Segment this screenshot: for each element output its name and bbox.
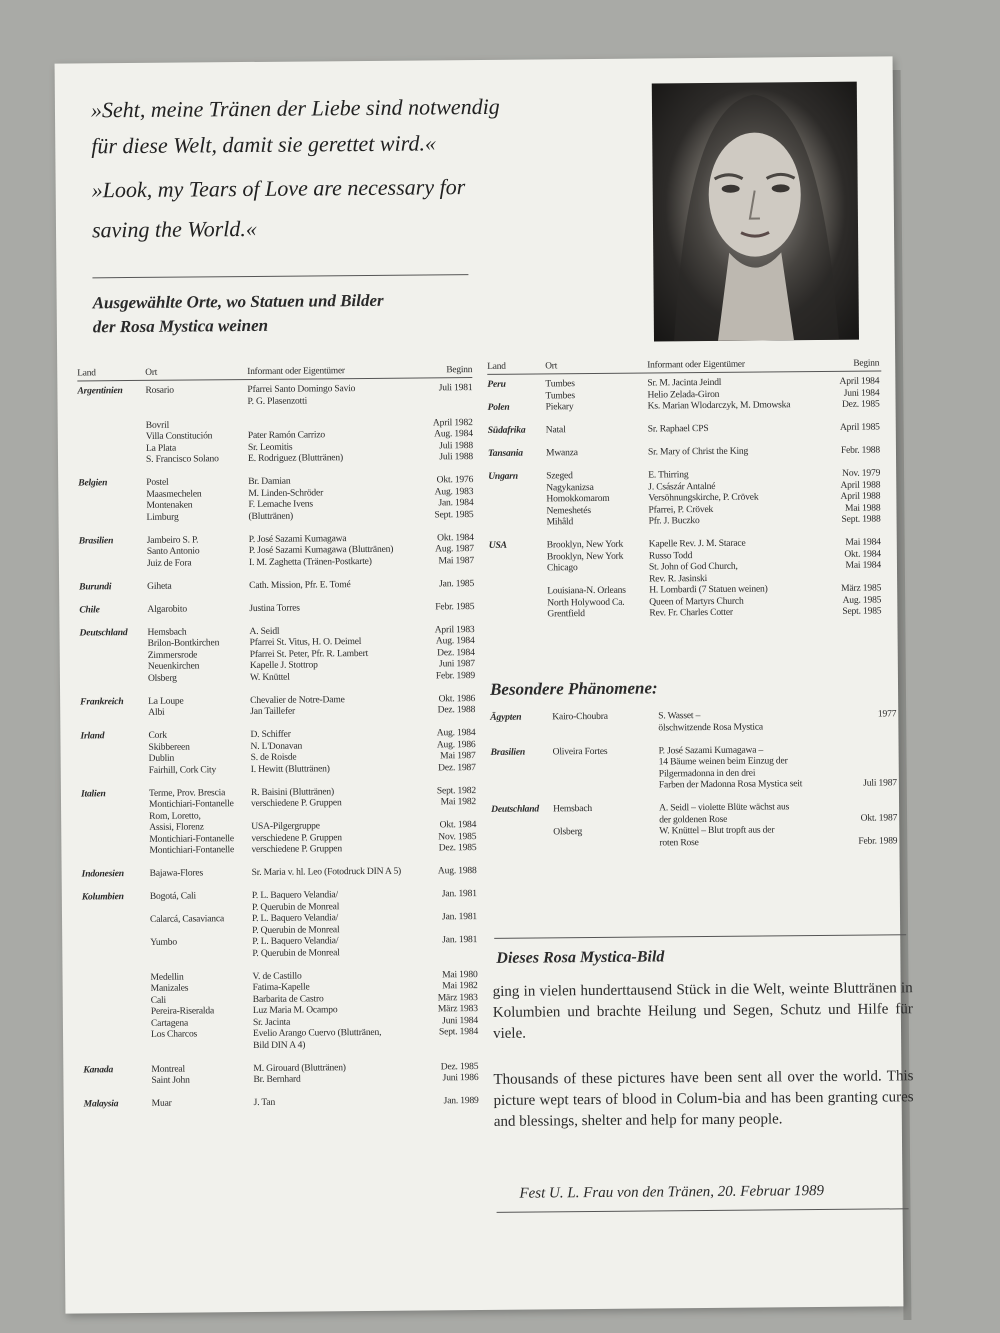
column-header-informant: Informant oder Eigentümer [647,359,745,371]
cell-year: Sept. 1988 [841,513,881,525]
cell-place: Assisi, Florenz [149,821,204,833]
cell-informant: V. de Castillo [252,970,302,982]
cell-year: Juli 1988 [439,451,474,463]
cell-year: Mai 1982 [442,980,478,992]
cell-place: Bogotá, Cali [149,890,196,902]
cell-informant: M. Girouard (Bluttränen) [253,1061,346,1074]
table-row [489,605,883,620]
cell-country: Südafrika [487,424,526,436]
cell-year: Jan. 1981 [442,934,478,946]
cell-informant: P. José Sazami Kumagawa – [658,744,764,756]
cell-informant: Evelio Arango Cuervo (Bluttränen, [252,1026,382,1039]
cell-informant: Fatima-Kapelle [252,981,310,993]
cell-informant: Sr. Mary of Christ the King [647,445,749,458]
cell-country: Deutschland [79,626,128,638]
cell-year: Mai 1988 [844,501,881,514]
cell-informant: E. Thirring [648,469,689,481]
cell-informant: W. Knüttel – Blut tropft aus der [659,824,775,837]
cell-informant: Jan Taillefer [250,705,296,717]
cell-informant: Helio Zelada-Giron [647,388,720,401]
cell-informant: P. L. Baquero Velandia/ [252,935,339,947]
cell-year: März 1985 [841,582,882,594]
leaflet [55,56,914,1313]
cell-year: Dez. 1985 [841,398,880,410]
cell-place: Santo Antonio [146,545,200,557]
cell-place: Oliveira Fortes [552,745,608,757]
cell-place: Rom, Loretto, [149,809,201,822]
fest-line: Fest U. L. Frau von den Tränen, 20. Februar 1989 [519,1183,825,1202]
cell-year: Mai 1982 [440,796,477,808]
cell-year: Dez. 1987 [438,761,476,773]
cell-year: Okt. 1984 [844,547,881,560]
quote-german-line-1: »Seht, meine Tränen der Liebe sind notwendig [90,93,500,123]
cell-informant: Sr. Raphael CPS [647,422,709,435]
column-header-informant: Informant oder Eigentümer [247,366,345,378]
cell-place: Natal [545,424,566,436]
cell-year: Dez. 1988 [437,704,476,716]
cell-informant: Pfarrei Santo Domingo Savio [247,383,356,396]
cell-informant: P. L. Baquero Velandia/ [251,912,339,924]
section-title-line-1: Ausgewählte Orte, wo Statuen und Bilder [92,290,384,313]
cell-place: North Holywood Ca. [547,596,625,608]
right-locations-table [487,358,883,620]
column-header-beginn: Beginn [853,358,880,369]
cell-informant: Versöhnungskirche, P. Crövek [648,491,759,504]
cell-informant: Kapelle Rev. J. M. Starace [648,537,746,550]
column-header-ort: Ort [545,361,558,372]
cell-informant: Justina Torres [249,602,300,614]
cell-informant: P. G. Plasenzotti [247,394,308,407]
cell-year: Aug. 1983 [434,485,474,497]
cell-informant: I. Hewitt (Bluttränen) [250,762,330,775]
cell-year: Mai 1987 [440,750,476,762]
cell-informant: Br. Bernhard [253,1073,301,1085]
cell-place: Calarcá, Casavianca [149,913,225,925]
cell-informant: W. Knüttel [249,671,290,683]
cell-year: Sept. 1984 [438,1026,479,1038]
cell-place: Hemsbach [553,803,593,815]
cell-informant: Cath. Mission, Pfr. E. Tomé [249,578,351,591]
cell-year: Okt. 1984 [437,531,474,543]
cell-informant: Pfr. J. Buczko [648,515,700,527]
cell-country: Deutschland [491,803,540,815]
cell-informant: P. Querubin de Monreal [252,923,340,936]
divider-bottom [497,1208,909,1213]
cell-informant: Pater Ramón Carrizo [247,429,326,442]
cell-year: Juli 1987 [863,777,897,789]
cell-place: Montichiari-Fontanelle [149,844,235,856]
cell-year: Aug. 1988 [437,865,477,877]
cell-year: Nov. 1985 [438,830,477,842]
table-header [487,358,881,374]
cell-informant: P. José Sazami Kumagawa [248,532,347,545]
bild-title: Dieses Rosa Mystica-Bild [496,948,665,967]
cell-place: Rosario [145,384,174,396]
cell-year: Dez. 1985 [440,1060,479,1072]
cell-year: Aug. 1984 [435,635,475,647]
cell-place: Saint John [151,1074,190,1086]
cell-country: Indonesien [81,868,124,880]
cell-place: Montreal [151,1063,185,1075]
cell-place: Olsberg [553,826,583,838]
cell-place: Nemeshetés [546,504,591,516]
cell-year: Juni 1986 [442,1072,479,1084]
cell-place: Limburg [146,511,179,523]
quote-german-line-2: für diese Welt, damit sie gerettet wird.« [91,130,437,159]
cell-place: Maasmechelen [146,487,202,500]
cell-year: Mai 1984 [845,559,882,571]
cell-place: Kairo-Choubra [552,710,608,723]
cell-place: Manizales [150,982,189,994]
cell-place: Montichiari-Fontanelle [149,832,234,845]
cell-year: Okt. 1986 [438,692,476,704]
section-title [93,288,473,339]
cell-place: Tumbes [545,378,575,390]
section-title-line-2: der Rosa Mystica weinen [92,315,269,337]
cell-year: Aug. 1985 [842,593,882,606]
cell-informant: der goldenen Rose [659,813,728,825]
cell-place: Villa Constitución [145,430,213,442]
cell-year: Febr. 1988 [840,444,881,456]
cell-year: Mai 1980 [442,968,478,980]
cell-country: Ägypten [490,711,522,723]
cell-informant: M. Linden-Schröder [248,486,324,499]
cell-informant: Br. Damian [248,475,291,488]
bild-text-german: ging in vielen hunderttausend Stück in die Welt, weinte Bluttränen in Kolumbien und brachte Heilung und Segen, Schutz und Hilfe für viele. [492,980,913,1042]
madonna-portrait-photo [652,82,859,342]
cell-place: Piekary [545,401,574,413]
cell-place: La Plata [145,442,177,454]
cell-place: Yumbo [150,936,177,948]
cell-place: Chicago [546,562,578,574]
cell-country: Polen [487,401,510,413]
bild-text-english: Thousands of these pictures have been sent all over the world. This picture wept tears of blood in Colum-bia and has been granting cures and blessings, shelter and help for many people. [493,1068,914,1130]
cell-country: Malaysia [83,1098,119,1110]
cell-informant: S. de Roisde [250,751,297,763]
cell-informant: Kapelle J. Stottrop [249,659,318,671]
cell-place: Algarobito [147,603,187,615]
cell-informant: verschiedene P. Gruppen [250,797,342,809]
cell-year: März 1983 [437,1003,478,1015]
cell-place: Montenaken [146,499,193,511]
cell-informant: E. Rodriguez (Bluttränen) [247,452,343,465]
cell-informant: USA-Pilgergruppe [251,820,320,832]
cell-place: Cartagena [150,1017,189,1029]
cell-informant: H. Lombardi (7 Statuen weinen) [649,583,768,596]
cell-year: Febr. 1989 [435,669,475,681]
quote-english-line-2: saving the World.« [91,215,257,243]
cell-place: Medellin [150,971,184,983]
cell-country: Argentinien [77,385,123,397]
cell-country: Ungarn [488,470,518,482]
cell-country: Frankreich [80,695,124,707]
phenomena-title: Besondere Phänomene: [489,678,658,699]
cell-informant: Pfarrei, P. Crövek [648,503,714,516]
cell-year: Febr. 1989 [858,834,898,847]
cell-place: Homokkomarom [546,492,610,505]
cell-country: Tansania [487,447,523,459]
cell-place: Brilon-Bontkirchen [147,637,220,649]
cell-informant: verschiedene P. Gruppen [251,831,342,844]
cell-informant: Sr. M. Jacinta Jeindl [647,376,722,389]
cell-year: Juli 1981 [438,382,473,394]
cell-year: Dez. 1985 [438,842,477,854]
cell-informant: A. Seidl – violette Blüte wächst aus [659,801,790,814]
cell-country: Kanada [83,1063,114,1075]
cell-country: Kolumbien [81,891,124,903]
cell-place: Bajawa-Flores [149,867,204,879]
cell-place: Juiz de Fora [146,557,192,569]
cell-place: Tumbes [545,389,575,401]
cell-informant: Sr. Jacinta [252,1016,291,1028]
cell-informant: Ks. Marian Wlodarczyk, M. Dmowska [647,399,791,412]
cell-informant: Russo Todd [648,549,693,562]
cell-place: Terme, Prov. Brescia [148,786,226,799]
cell-year: Juni 1984 [442,1014,478,1026]
cell-year: Okt. 1984 [439,819,477,831]
cell-year: 1977 [877,708,897,720]
cell-informant: D. Schiffer [250,728,291,740]
cell-year: Aug. 1984 [436,727,476,739]
cell-place: Nagykanizsa [546,481,594,493]
cell-year: Jan. 1981 [441,911,478,923]
column-header-land: Land [77,368,96,379]
cell-year: Okt. 1987 [860,811,898,824]
cell-country: USA [488,539,507,551]
cell-informant: Barbarita de Castro [252,992,324,1005]
cell-informant: 14 Bäume weinen beim Einzug der [658,755,788,768]
cell-place: Montichiari-Fontanelle [148,798,234,810]
cell-informant: Rev. R. Jasinski [649,572,708,585]
cell-year: Sept. 1982 [436,784,476,796]
phenomena-table [490,708,905,850]
cell-country: Brasilien [78,534,114,546]
cell-place: Brooklyn, New York [546,550,624,562]
cell-informant: N. L'Donavan [250,740,303,752]
cell-country: Brasilien [490,746,526,758]
cell-year: Aug. 1986 [436,738,476,750]
cell-informant: R. Baisini (Bluttränen) [250,785,335,798]
cell-year: Aug. 1984 [434,428,473,440]
cell-country: Peru [487,378,506,390]
madonna-portrait-icon [652,82,859,342]
cell-year: April 1988 [840,490,881,502]
cell-place: Hemsbach [147,626,187,638]
cell-informant: ölschwitzende Rosa Mystica [658,721,763,733]
cell-year: Juni 1984 [843,386,880,399]
cell-year: Mai 1987 [438,554,474,566]
cell-country: Burundi [79,580,112,592]
cell-informant: (Bluttränen) [248,510,294,522]
cell-place: Skibbereen [148,741,190,753]
quote-english-line-1: »Look, my Tears of Love are necessary for [91,174,466,203]
cell-informant: Sr. Leomitis [247,441,293,453]
cell-place: Szeged [546,470,573,482]
cell-informant: Pfarrei St. Vitus, H. O. Deimel [249,636,362,648]
cell-informant: verschiedene P. Gruppen [251,843,342,855]
table-row [491,835,905,850]
cell-informant: P. José Sazami Kumagawa (Bluttränen) [248,543,394,557]
cell-informant: J. Tan [253,1096,276,1108]
cell-informant: Farben der Madonna Rosa Mystica seit [658,778,803,791]
cell-place: Jambeiro S. P. [146,533,199,546]
cell-place: Bovril [145,419,170,431]
cell-place: S. Francisco Solano [145,453,219,465]
cell-place: La Loupe [148,695,184,707]
cell-year: Okt. 1976 [436,474,474,486]
cell-place: Olsberg [147,672,177,684]
cell-year: April 1988 [840,478,881,491]
cell-place: Dublin [148,752,175,764]
cell-informant: St. John of God Church, [648,560,738,573]
cell-year: Sept. 1985 [842,605,882,617]
divider-bild [494,934,906,939]
cell-informant: Sr. Maria v. hl. Leo (Fotodruck DIN A 5) [251,865,402,878]
cell-informant: Rev. Fr. Charles Cotter [649,606,733,619]
cell-year: Aug. 1987 [435,543,474,555]
cell-place: Giheta [147,580,172,592]
cell-informant: P. Querubin de Monreal [251,900,340,913]
cell-year: März 1983 [437,991,478,1003]
column-header-land: Land [487,361,506,372]
cell-informant: I. M. Zaghetta (Tränen-Postkarte) [248,555,372,568]
cell-year: April 1982 [432,416,473,428]
cell-country: Belgien [78,477,108,489]
cell-place: Postel [146,476,169,488]
cell-place: Muar [151,1097,172,1109]
cell-informant: roten Rose [659,836,699,848]
column-header-ort: Ort [145,367,158,378]
cell-place: Neuenkirchen [147,660,200,672]
cell-informant: Queen of Martyrs Church [649,595,744,608]
cell-country: Italien [80,787,106,799]
cell-year: Juli 1988 [439,439,473,451]
cell-informant: Chevalier de Notre-Dame [250,693,345,706]
cell-place: Cali [150,994,166,1006]
cell-place: Louisiana-N. Orleans [547,584,626,597]
cell-year: April 1983 [434,623,475,635]
cell-place: Fairhill, Cork City [148,763,217,776]
cell-place: Grentfield [547,608,585,620]
cell-year: Febr. 1985 [435,600,475,612]
cell-informant: S. Wasset – [658,710,701,722]
cell-country: Chile [79,603,100,615]
cell-place: Brooklyn, New York [546,538,624,551]
cell-informant: F. Lemache Ivens [248,498,313,511]
divider-top [92,274,468,278]
cell-place: Los Charcos [150,1028,198,1040]
cell-year: Jan. 1984 [438,497,474,509]
cell-year: Sept. 1985 [434,508,474,520]
cell-place: Albi [148,706,165,718]
cell-place: Zimmersrode [147,648,198,661]
cell-informant: P. L. Baquero Velandia/ [251,889,338,901]
cell-informant: Pfarrei St. Peter, Pfr. R. Lambert [249,647,369,660]
cell-year: April 1985 [839,421,880,433]
cell-informant: Pilgermadonna in den drei [658,767,756,779]
cell-informant: P. Querubin de Monreal [252,946,340,959]
cell-year: Jan. 1981 [441,888,477,900]
cell-year: Mai 1984 [845,536,881,548]
cell-informant: Luz Maria M. Ocampo [252,1004,338,1016]
column-header-beginn: Beginn [446,365,473,376]
cell-place: Mihâld [546,516,574,528]
cell-informant: A. Seidl [249,625,280,637]
cell-place: Pereira-Riseralda [150,1005,215,1017]
cell-year: Jan. 1989 [443,1095,479,1107]
cell-place: Mwanza [545,447,578,459]
cell-year: Juni 1987 [438,658,475,670]
cell-year: Jan. 1985 [439,577,475,589]
cell-place: Cork [148,729,167,741]
table-row [84,1095,479,1110]
cell-informant: J. Császár Antalné [648,480,716,493]
left-locations-table [77,365,478,1110]
cell-informant: Bild DIN A 4) [253,1039,306,1051]
cell-year: Dez. 1984 [437,646,475,658]
table-header [77,365,472,381]
cell-year: Nov. 1979 [842,467,881,479]
cell-year: April 1984 [839,375,880,387]
cell-country: Irland [80,730,105,742]
